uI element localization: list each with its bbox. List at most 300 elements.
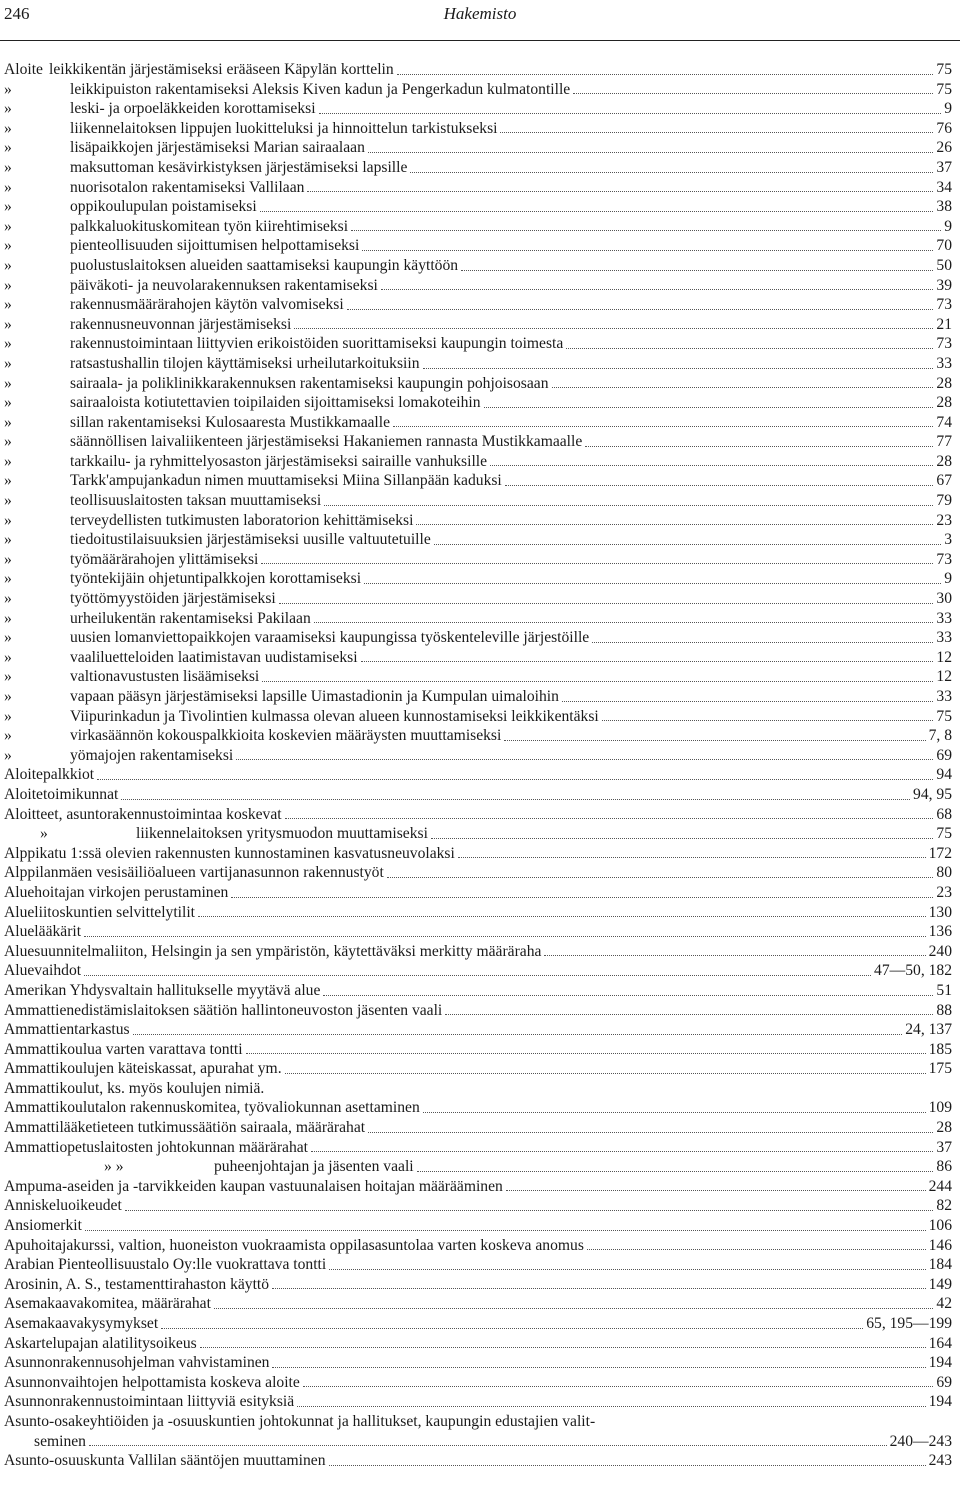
index-entry [4, 1334, 952, 1354]
dot-leader [362, 249, 933, 251]
page-reference: 70 [936, 237, 952, 255]
page-reference: 69 [936, 746, 952, 764]
dot-leader [285, 817, 934, 819]
index-entry [4, 413, 952, 433]
page-reference: 77 [936, 433, 952, 451]
page-reference: 24, 137 [905, 1021, 952, 1039]
index-term [4, 844, 455, 864]
index-entry [4, 1040, 952, 1060]
index-term-text: liikennelaitoksen yritysmuodon muuttamiseksi [136, 825, 428, 843]
index-entry [4, 393, 952, 413]
index-term-text: Ammattikoulutalon rakennuskomitea, työvaliokunnan asettaminen [4, 1099, 420, 1117]
page-reference: 33 [936, 354, 952, 372]
ditto-mark: » [4, 374, 12, 392]
index-term [4, 1001, 442, 1021]
page-reference: 42 [936, 1295, 952, 1313]
page-reference: 67 [936, 472, 952, 490]
page-reference: 164 [928, 1334, 952, 1352]
page-reference: 33 [936, 609, 952, 627]
index-term-text: sairaala- ja poliklinikkarakennuksen rakentamiseksi kaupungin pohjoisosaan [70, 374, 549, 392]
ditto-mark: » [4, 707, 12, 725]
index-entry [4, 1157, 952, 1177]
index-term [4, 236, 359, 256]
dot-leader [314, 621, 934, 623]
dot-leader [279, 602, 934, 604]
dot-leader [323, 994, 933, 996]
dot-leader [585, 445, 933, 447]
page-reference: 240—243 [889, 1432, 952, 1450]
index-term [4, 393, 481, 413]
dot-leader [272, 1366, 925, 1368]
ditto-mark: » [40, 825, 48, 843]
dot-leader [506, 1189, 926, 1191]
page-reference: 34 [936, 178, 952, 196]
dot-leader [262, 680, 933, 682]
page-reference: 75 [936, 80, 952, 98]
index-term [4, 863, 384, 883]
index-term-text: Aloitepalkkiot [4, 766, 95, 784]
index-term [4, 628, 589, 648]
dot-leader [121, 798, 910, 800]
dot-leader [552, 386, 934, 388]
page-reference: 80 [936, 864, 952, 882]
dot-leader [445, 1013, 933, 1015]
index-term [4, 1255, 326, 1275]
index-term-text: Ammattilääketieteen tutkimussäätiön sairaala, määrärahat [4, 1119, 366, 1137]
index-entry [4, 922, 952, 942]
dot-leader [573, 92, 933, 94]
index-term-text: rakennusmäärärahojen käytön valvomiseksi [70, 296, 344, 314]
index-term [4, 569, 361, 589]
index-term-text: urheilukentän rakentamiseksi Pakilaan [70, 609, 311, 627]
index-entry [4, 60, 952, 80]
page-reference: 33 [936, 629, 952, 647]
index-entry [4, 1079, 952, 1099]
page-reference: 23 [936, 511, 952, 529]
page-reference: 69 [936, 1373, 952, 1391]
index-term-text: leikkipuiston rakentamiseksi Aleksis Kiven kadun ja Pengerkadun kulmatontille [70, 80, 571, 98]
dot-leader [198, 915, 926, 917]
page-reference: 7, 8 [928, 727, 952, 745]
index-term-text: Aluesuunnitelmaliiton, Helsingin ja sen ympäristön, käytettäväksi merkitty määräraha [4, 942, 542, 960]
index-term [4, 1373, 300, 1393]
index-term-text: rakennusneuvonnan järjestämiseksi [70, 315, 292, 333]
index-term-text: Askartelupajan alatilitysoikeus [4, 1334, 197, 1352]
ditto-mark: Aloite [4, 61, 43, 78]
index-term [4, 197, 257, 217]
index-term [4, 746, 233, 766]
index-term-text: uusien lomanviettopaikkojen varaamiseksi kaupungissa työskenteleville järjestöille [70, 629, 590, 647]
index-term [4, 1059, 282, 1079]
ditto-mark: » [4, 335, 12, 353]
dot-leader [364, 582, 941, 584]
index-entry [4, 1236, 952, 1256]
dot-leader [133, 1033, 903, 1035]
index-term [4, 1236, 584, 1256]
page-reference: 130 [928, 903, 952, 921]
dot-leader [500, 131, 933, 133]
index-term-text: Tarkk'ampujankadun nimen muuttamiseksi Miina Sillanpään kaduksi [70, 472, 502, 490]
index-entry [4, 746, 952, 766]
index-entry [4, 981, 952, 1001]
index-term-text: sillan rakentamiseksi Kulosaaresta Mustikkamaalle [70, 413, 391, 431]
ditto-mark: » [4, 629, 12, 647]
page-reference: 146 [928, 1236, 952, 1254]
ditto-mark: » [4, 746, 12, 764]
index-term [4, 785, 118, 805]
index-entry [4, 707, 952, 727]
index-term-text: Asunnonrakennusohjelman vahvistaminen [4, 1354, 270, 1372]
page-reference: 79 [936, 492, 952, 510]
page-reference: 185 [928, 1040, 952, 1058]
index-term [4, 1294, 211, 1314]
index-term-text: Alppilanmäen vesisäiliöalueen vartijanasunnon rakennustyöt [4, 864, 384, 882]
index-term [4, 883, 228, 903]
page-reference: 28 [936, 1119, 952, 1137]
index-entry [4, 785, 952, 805]
ditto-mark: » [4, 531, 12, 549]
index-term [4, 511, 413, 531]
page-reference: 73 [936, 296, 952, 314]
ditto-mark: » [4, 276, 12, 294]
ditto-mark: » [4, 394, 12, 412]
ditto-mark: » [4, 570, 12, 588]
page-reference: 73 [936, 550, 952, 568]
page-reference: 175 [928, 1060, 952, 1078]
index-term [4, 1118, 365, 1138]
ditto-mark: » » [104, 1158, 124, 1176]
index-term [4, 824, 428, 844]
index-entry [4, 863, 952, 883]
dot-leader [246, 1052, 926, 1054]
index-entry [4, 1098, 952, 1118]
dot-leader [236, 758, 933, 760]
page-reference: 28 [936, 452, 952, 470]
dot-leader [84, 974, 871, 976]
page-reference: 240 [928, 942, 952, 960]
index-entry [4, 589, 952, 609]
index-term-text: valtionavustusten lisäämiseksi [70, 668, 260, 686]
page-reference: 109 [928, 1099, 952, 1117]
index-term [4, 354, 420, 374]
index-term [4, 99, 316, 119]
index-term-text: tiedoitustilaisuuksien järjestämiseksi uusille valtuutetuille [70, 531, 431, 549]
index-entry [4, 1138, 952, 1158]
index-term [4, 1334, 197, 1354]
dot-leader [347, 308, 934, 310]
index-term-text: Asunnonvaihtojen helpottamista koskeva aloite [4, 1373, 300, 1391]
dot-leader [416, 523, 933, 525]
ditto-mark: » [4, 472, 12, 490]
index-entry [4, 1059, 952, 1079]
index-term [4, 80, 570, 100]
index-term-text: Aluevaihdot [4, 962, 82, 980]
index-entry [4, 1412, 952, 1432]
ditto-mark: » [4, 492, 12, 510]
page-reference: 28 [936, 394, 952, 412]
index-entry [4, 1255, 952, 1275]
dot-leader [319, 112, 942, 114]
dot-leader [285, 1072, 926, 1074]
page-reference: 68 [936, 805, 952, 823]
ditto-mark: » [4, 413, 12, 431]
index-term-text: pienteollisuuden sijoittumisen helpottamiseksi [70, 237, 360, 255]
page-reference: 243 [928, 1452, 952, 1470]
page-reference: 75 [936, 707, 952, 725]
page-reference: 21 [936, 315, 952, 333]
index-entry [4, 1216, 952, 1236]
dot-leader [161, 1327, 863, 1329]
index-term-text: teollisuuslaitosten taksan muuttamiseksi [70, 492, 322, 510]
page-header [0, 0, 960, 41]
index-term-text: Arosinin, A. S., testamenttirahaston käyttö [4, 1275, 270, 1293]
dot-leader [393, 425, 933, 427]
ditto-mark: » [4, 139, 12, 157]
page-reference: 26 [936, 139, 952, 157]
index-term [4, 276, 378, 296]
index-entry [4, 491, 952, 511]
index-entry [4, 883, 952, 903]
index-term [4, 452, 487, 472]
dot-leader [89, 1444, 887, 1446]
ditto-mark: » [4, 648, 12, 666]
index-term-text: puolustuslaitoksen alueiden saattamiseksi kaupungin käyttöön [70, 256, 459, 274]
index-term [4, 609, 311, 629]
index-term [4, 805, 282, 825]
index-entry [4, 1432, 952, 1452]
index-entry [4, 569, 952, 589]
index-entry [4, 648, 952, 668]
index-term [4, 1216, 82, 1236]
dot-leader [368, 151, 934, 153]
dot-leader [303, 1385, 934, 1387]
dot-leader [397, 73, 934, 75]
index-term [4, 765, 94, 785]
index-entry [4, 530, 952, 550]
index-term-text: Alppikatu 1:ssä olevien rakennusten kunnostaminen kasvatusneuvolaksi [4, 844, 455, 862]
index-entry [4, 295, 952, 315]
dot-leader [602, 719, 934, 721]
index-term-text: Asunto-osakeyhtiöiden ja -osuuskuntien johtokunnat ja hallitukset, kaupungin edustajien valit- [4, 1412, 596, 1430]
dot-leader [324, 504, 933, 506]
dot-leader [461, 269, 933, 271]
ditto-mark: » [4, 237, 12, 255]
index-entry [4, 667, 952, 687]
index-term [4, 158, 407, 178]
page-reference: 9 [944, 100, 952, 118]
index-term [4, 1412, 595, 1432]
index-term [4, 981, 320, 1001]
dot-leader [97, 778, 933, 780]
page-reference: 194 [928, 1354, 952, 1372]
dot-leader [368, 1131, 933, 1133]
dot-leader [214, 1307, 933, 1309]
page-reference: 37 [936, 1138, 952, 1156]
dot-leader [381, 288, 934, 290]
index-term-text: palkkaluokituskomitean työn kiirehtimiseksi [70, 217, 349, 235]
index-term [4, 471, 502, 491]
index-entry [4, 138, 952, 158]
index-term [4, 942, 541, 962]
page-reference: 184 [928, 1256, 952, 1274]
index-term-text: seminen [34, 1432, 86, 1450]
dot-leader [261, 562, 933, 564]
dot-leader [434, 543, 941, 545]
dot-leader [85, 1229, 926, 1231]
index-entry [4, 1392, 952, 1412]
page-reference: 172 [928, 844, 952, 862]
page-reference: 86 [936, 1158, 952, 1176]
dot-leader [200, 1346, 926, 1348]
page-reference: 106 [928, 1217, 952, 1235]
index-term-text: Ammattikoulut, ks. myös koulujen nimiä. [4, 1079, 265, 1097]
running-title: Hakemisto [443, 4, 517, 23]
page-reference: 75 [936, 825, 952, 843]
dot-leader [504, 739, 925, 741]
index-term-text: Arabian Pienteollisuustalo Oy:lle vuokrattava tontti [4, 1256, 327, 1274]
page-reference: 50 [936, 256, 952, 274]
index-entry [4, 1294, 952, 1314]
index-term [4, 334, 563, 354]
dot-leader [311, 1150, 933, 1152]
index-entry [4, 197, 952, 217]
index-entry [4, 217, 952, 237]
index-term [4, 726, 501, 746]
index-list [4, 60, 952, 1471]
dot-leader [431, 837, 933, 839]
index-entry [4, 942, 952, 962]
ditto-mark: » [4, 550, 12, 568]
dot-leader [387, 876, 934, 878]
index-term [4, 550, 258, 570]
ditto-mark: » [4, 590, 12, 608]
index-entry [4, 1177, 952, 1197]
index-entry [4, 1451, 952, 1471]
page-reference: 23 [936, 883, 952, 901]
index-term-text: lisäpaikkojen järjestämiseksi Marian sairaalaan [70, 139, 365, 157]
index-term [4, 119, 497, 139]
dot-leader [458, 856, 926, 858]
index-term [4, 1196, 122, 1216]
ditto-mark: » [4, 315, 12, 333]
index-term [4, 1020, 130, 1040]
ditto-mark: » [4, 178, 12, 196]
index-term-text: virkasäännön kokouspalkkioita koskevien määräysten muuttamiseksi [70, 727, 502, 745]
index-term [4, 256, 458, 276]
dot-leader [423, 367, 934, 369]
index-term-text: liikennelaitoksen lippujen luokitteluksi ja hinnoittelun tarkistukseksi [70, 119, 498, 137]
page-reference: 3 [944, 531, 952, 549]
index-entry [4, 256, 952, 276]
index-term-text: ratsastushallin tilojen käyttämiseksi urheilutarkoituksiin [70, 354, 420, 372]
index-entry [4, 276, 952, 296]
dot-leader [272, 1287, 926, 1289]
ditto-mark: » [4, 668, 12, 686]
dot-leader [410, 171, 933, 173]
index-term [4, 687, 559, 707]
dot-leader [361, 660, 934, 662]
dot-leader [231, 896, 933, 898]
page-reference: 47—50, 182 [874, 962, 952, 980]
dot-leader [329, 1464, 926, 1466]
index-entry [4, 726, 952, 746]
dot-leader [84, 935, 926, 937]
ditto-mark: » [4, 119, 12, 137]
page-reference: 194 [928, 1393, 952, 1411]
dot-leader [490, 464, 933, 466]
index-term [4, 295, 344, 315]
ditto-mark: » [4, 609, 12, 627]
index-entry [4, 334, 952, 354]
index-term [4, 648, 358, 668]
index-term-text: Ammattiopetuslaitosten johtokunnan määrärahat [4, 1138, 308, 1156]
ditto-mark: » [4, 100, 12, 118]
index-term-text: puheenjohtajan ja jäsenten vaali [214, 1158, 414, 1176]
dot-leader [125, 1209, 934, 1211]
index-term-text: Asemakaavakomitea, määrärahat [4, 1295, 211, 1313]
dot-leader [423, 1111, 926, 1113]
index-entry [4, 374, 952, 394]
index-entry [4, 1118, 952, 1138]
index-term [4, 1040, 243, 1060]
index-term-text: leikkikentän järjestämiseksi erääseen Käpylän korttelin [48, 61, 394, 78]
index-term-text: Ampuma-aseiden ja -tarvikkeiden kaupan vastuunalaisen hoitajan määrääminen [4, 1177, 503, 1195]
index-term-text: Ammattikoulujen käteiskassat, apurahat ym. [4, 1060, 282, 1078]
index-term [4, 1314, 158, 1334]
page-reference: 30 [936, 590, 952, 608]
dot-leader [297, 1405, 925, 1407]
page-reference: 28 [936, 374, 952, 392]
index-term-text: vapaan pääsyn järjestämiseksi lapsille Uimastadionin ja Kumpulan uimaloihin [70, 688, 559, 705]
page-reference: 76 [936, 119, 952, 137]
ditto-mark: » [4, 256, 12, 274]
index-term-text: vaaliluetteloiden laatimistavan uudistamiseksi [70, 648, 358, 666]
page-reference: 82 [936, 1197, 952, 1215]
index-entry [4, 844, 952, 864]
page-reference: 94, 95 [913, 785, 952, 803]
index-term [4, 1138, 308, 1158]
index-term-text: Asunnonrakennustoimintaan liittyviä esityksiä [4, 1393, 295, 1411]
ditto-mark: » [4, 158, 12, 176]
dot-leader [592, 641, 933, 643]
index-term [4, 1392, 294, 1412]
dot-leader [260, 210, 934, 212]
index-term-text: Viipurinkadun ja Tivolintien kulmassa olevan alueen kunnostamiseksi leikkikentäksi [70, 707, 599, 725]
index-entry [4, 628, 952, 648]
index-term [4, 138, 365, 158]
page-reference: 37 [936, 158, 952, 176]
index-entry [4, 99, 952, 119]
index-entry [4, 80, 952, 100]
index-term [4, 1432, 86, 1452]
dot-leader [351, 229, 941, 231]
index-term-text: yömajojen rakentamiseksi [70, 746, 234, 764]
ditto-mark: » [4, 433, 12, 451]
index-term-text: Ammattienedistämislaitoksen säätiön hallintoneuvoston jäsenten vaali [4, 1001, 443, 1019]
ditto-mark: » [4, 727, 12, 745]
page-reference: 73 [936, 335, 952, 353]
page-reference: 149 [928, 1275, 952, 1293]
dot-leader [566, 347, 933, 349]
index-term-text: Ammattientarkastus [4, 1021, 130, 1039]
ditto-mark: » [4, 511, 12, 529]
index-entry [4, 178, 952, 198]
index-term-text: Apuhoitajakurssi, valtion, huoneiston vuokraamista oppilasasuntolaa varten koskeva anomus [4, 1236, 584, 1254]
index-entry [4, 1373, 952, 1393]
index-term-text: työmäärärahojen ylittämiseksi [70, 550, 259, 568]
page-number: 246 [4, 4, 30, 23]
index-term [4, 374, 549, 394]
